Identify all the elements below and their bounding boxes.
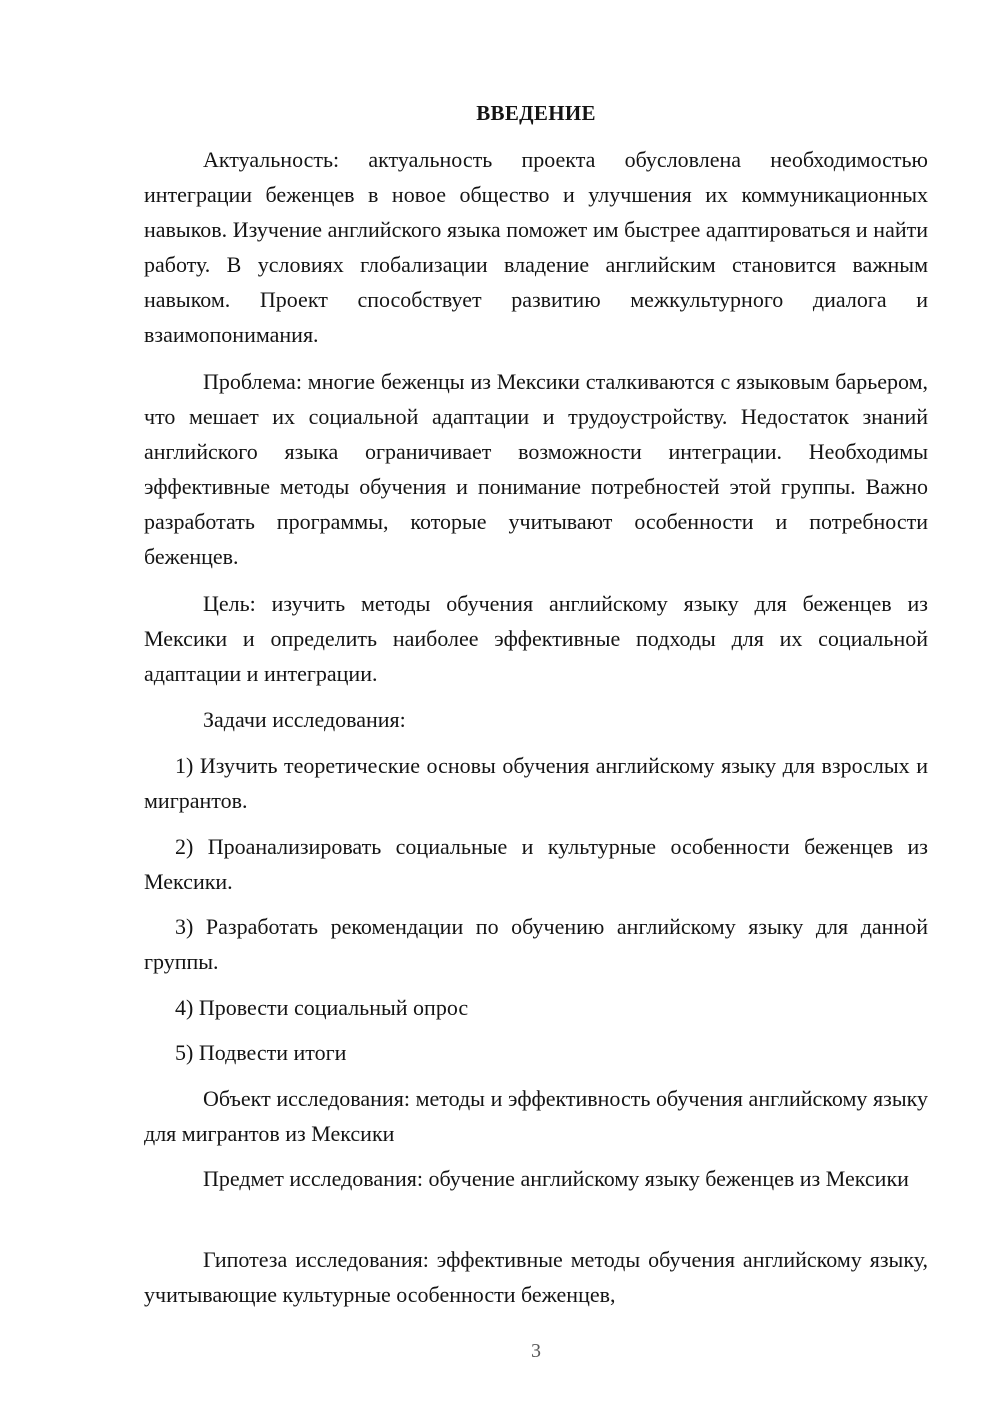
paragraph-relevance: Актуальность: актуальность проекта обусловлена необходимостью интеграции беженцев в новое общество и улучшения их коммуникационных навыков. Изучение английского языка поможет им быстрее адаптироваться и найти работу. В условиях глобализации владение английским становится важным навыком. Проект способствует развитию межкультурного диалога и взаимопонимания. [144,147,928,347]
paragraph-goal: Цель: изучить методы обучения английскому языку для беженцев из Мексики и определить наиболее эффективные подходы для их социальной адаптации и интеграции. [144,591,928,686]
page-number: 3 [531,1340,541,1362]
paragraph-hypothesis: Гипотеза исследования: эффективные методы обучения английскому языку, учитывающие культурные особенности беженцев, [144,1247,928,1307]
task-item-3: 3) Разработать рекомендации по обучению английскому языку для данной группы. [144,914,928,974]
page-title: ВВЕДЕНИЕ [476,101,596,125]
task-item-5: 5) Подвести итоги [175,1040,347,1065]
paragraph-subject: Предмет исследования: обучение английскому языку беженцев из Мексики [203,1166,909,1191]
tasks-heading: Задачи исследования: [203,707,406,732]
task-item-1: 1) Изучить теоретические основы обучения английскому языку для взрослых и мигрантов. [144,753,928,813]
paragraph-problem: Проблема: многие беженцы из Мексики сталкиваются с языковым барьером, что мешает их социальной адаптации и трудоустройству. Недостаток знаний английского языка ограничивает возможности интеграции. Необходимы эффективные методы обучения и понимание потребностей этой группы. Важно разработать программы, которые учитывают особенности и потребности беженцев. [144,369,928,569]
paragraph-object: Объект исследования: методы и эффективность обучения английскому языку для мигрантов из Мексики [144,1086,928,1146]
task-item-2: 2) Проанализировать социальные и культурные особенности беженцев из Мексики. [144,834,928,894]
task-item-4: 4) Провести социальный опрос [175,995,469,1020]
